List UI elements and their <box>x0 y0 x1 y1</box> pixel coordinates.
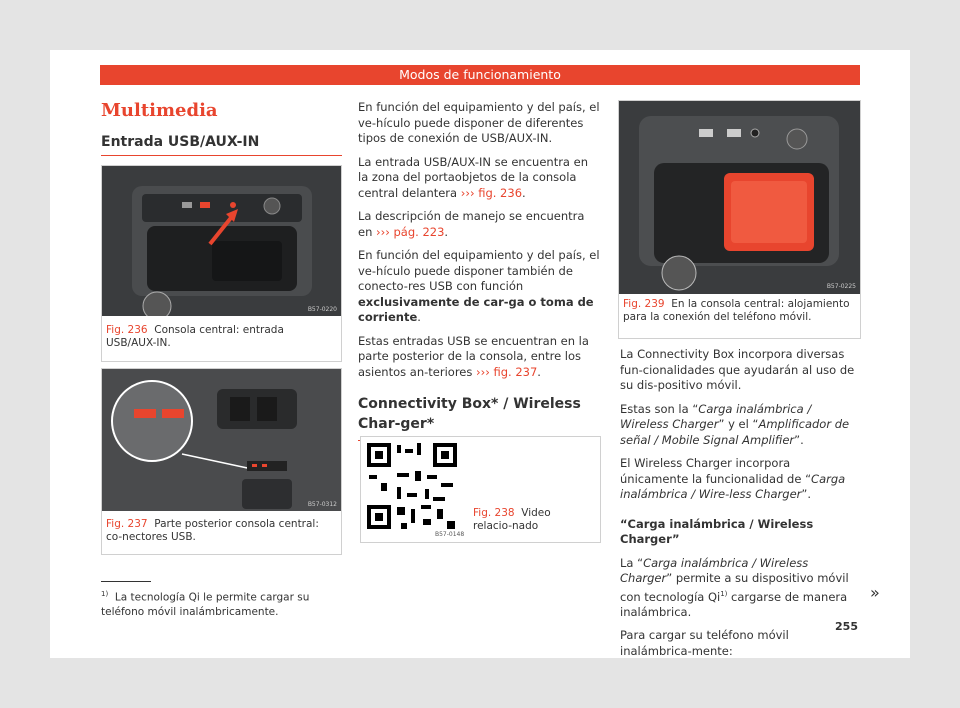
section-title: Multimedia <box>101 100 218 121</box>
console-usb-illustration <box>102 166 341 316</box>
paragraph: Estas entradas USB se encuentran en la parte posterior de la consola, entre los asientos an-teriores ››› fig. 237. <box>358 333 589 379</box>
text: En función del equipamiento y del país, el ve-hículo puede disponer también de conecto-res USB con función <box>358 248 600 293</box>
figure-239 <box>618 100 861 339</box>
figure-link[interactable]: ››› fig. 236 <box>460 185 523 200</box>
figure-link[interactable]: ››› fig. 237 <box>476 364 538 379</box>
italic-text: Amplificador de señal / Mobile Signal Amplifier <box>620 417 850 447</box>
qr-code <box>367 443 457 531</box>
rear-console-photo <box>102 369 341 511</box>
caption-text: Consola central: entrada USB/AUX-IN. <box>106 324 284 349</box>
figure-caption <box>106 518 334 544</box>
figure-code: B57-0148 <box>435 531 465 538</box>
wireless-charger-illustration <box>619 101 860 294</box>
column-3 <box>620 347 858 658</box>
subtitle-rule <box>101 155 342 156</box>
figure-caption <box>473 507 591 533</box>
page-link[interactable]: ››› pág. 223 <box>376 224 445 239</box>
column-2 <box>358 100 601 441</box>
rear-usb-illustration <box>102 369 341 511</box>
text: La entrada USB/AUX-IN se encuentra en la zona del portaobjetos de la consola central delantera <box>358 154 588 200</box>
caption-text: En la consola central: alojamiento para la conexión del teléfono móvil. <box>623 298 850 323</box>
caption-text: Parte posterior consola central: co-nectores USB. <box>106 518 319 543</box>
paragraph: La entrada USB/AUX-IN se encuentra en la zona del portaobjetos de la consola central delantera ››› fig. 236. <box>358 154 588 200</box>
paragraph: En función del equipamiento y del país, el ve-hículo puede disponer de diferentes tipos de conexión de USB/AUX-IN. <box>358 100 600 145</box>
italic-text: Carga inalámbrica / Wire-less Charger <box>620 471 846 501</box>
text: La “ <box>620 555 644 570</box>
figure-number: Fig. 237 <box>106 518 148 530</box>
caption-text: Video relacio-nado <box>473 507 551 532</box>
paragraph: La Connectivity Box incorpora diversas fun-cionalidades que ayudarán al uso de su dis-positivo móvil. <box>620 347 855 392</box>
figure-number: Fig. 236 <box>106 324 148 336</box>
text: El Wireless Charger incorpora únicamente la funcionalidad de “ <box>620 456 812 486</box>
qr-code-graphic <box>367 443 457 531</box>
text: cargarse de manera inalámbrica. <box>620 589 848 619</box>
text: ” permite a su dispositivo móvil con tecnología Qi <box>620 571 849 604</box>
page-header: Modos de funcionamiento <box>100 65 860 85</box>
bold-text: exclusivamente de car-ga o toma de corriente <box>358 294 594 324</box>
italic-text: Carga inalámbrica / Wireless Charger <box>620 555 809 585</box>
text: ”. <box>801 487 812 501</box>
footnote-rule <box>101 581 151 582</box>
figure-number: Fig. 238 <box>473 507 515 519</box>
figure-236 <box>101 165 342 362</box>
footnote <box>101 587 346 619</box>
figure-number: Fig. 239 <box>623 298 665 310</box>
section-subtitle: Entrada USB/AUX-IN <box>101 134 260 150</box>
text: ” y el “ <box>718 417 759 431</box>
console-photo <box>102 166 341 316</box>
text: Estas son la “ <box>620 401 699 416</box>
italic-text: Carga inalámbrica / Wireless Charger <box>620 401 812 431</box>
paragraph <box>620 402 858 449</box>
figure-code: B57-0225 <box>826 283 856 290</box>
paragraph <box>620 456 858 503</box>
wireless-charger-photo <box>619 101 860 294</box>
figure-code: B57-0312 <box>307 501 337 508</box>
figure-238 <box>360 436 601 543</box>
text: ”. <box>794 432 804 447</box>
continue-marker: » <box>870 583 880 602</box>
page-number: 255 <box>835 620 858 633</box>
page <box>50 50 910 658</box>
text: La descripción de manejo se encuentra en <box>358 209 585 239</box>
text: Estas entradas USB se encuentran en la parte posterior de la consola, entre los asientos an-teriores <box>358 333 589 379</box>
figure-code: B57-0220 <box>307 306 337 313</box>
paragraph: La descripción de manejo se encuentra en ››› pág. 223. <box>358 209 585 239</box>
footnote-text: La tecnología Qi le permite cargar su teléfono móvil inalámbricamente. <box>101 591 310 618</box>
paragraph <box>620 556 858 621</box>
footnote-mark: 1) <box>101 590 109 598</box>
paragraph: Para cargar su teléfono móvil inalámbrica-mente: <box>620 628 789 658</box>
footnote-ref: 1) <box>720 589 728 598</box>
figure-237 <box>101 368 342 555</box>
subheading: “Carga inalámbrica / Wireless Charger” <box>620 516 814 546</box>
figure-caption <box>623 298 853 324</box>
subsection-heading: Connectivity Box* / Wireless Char-ger* <box>358 396 581 432</box>
paragraph: En función del equipamiento y del país, el ve-hículo puede disponer también de conecto-res USB con función exclusivamente de car-ga o toma de corriente. <box>358 248 600 324</box>
figure-caption <box>106 324 334 350</box>
